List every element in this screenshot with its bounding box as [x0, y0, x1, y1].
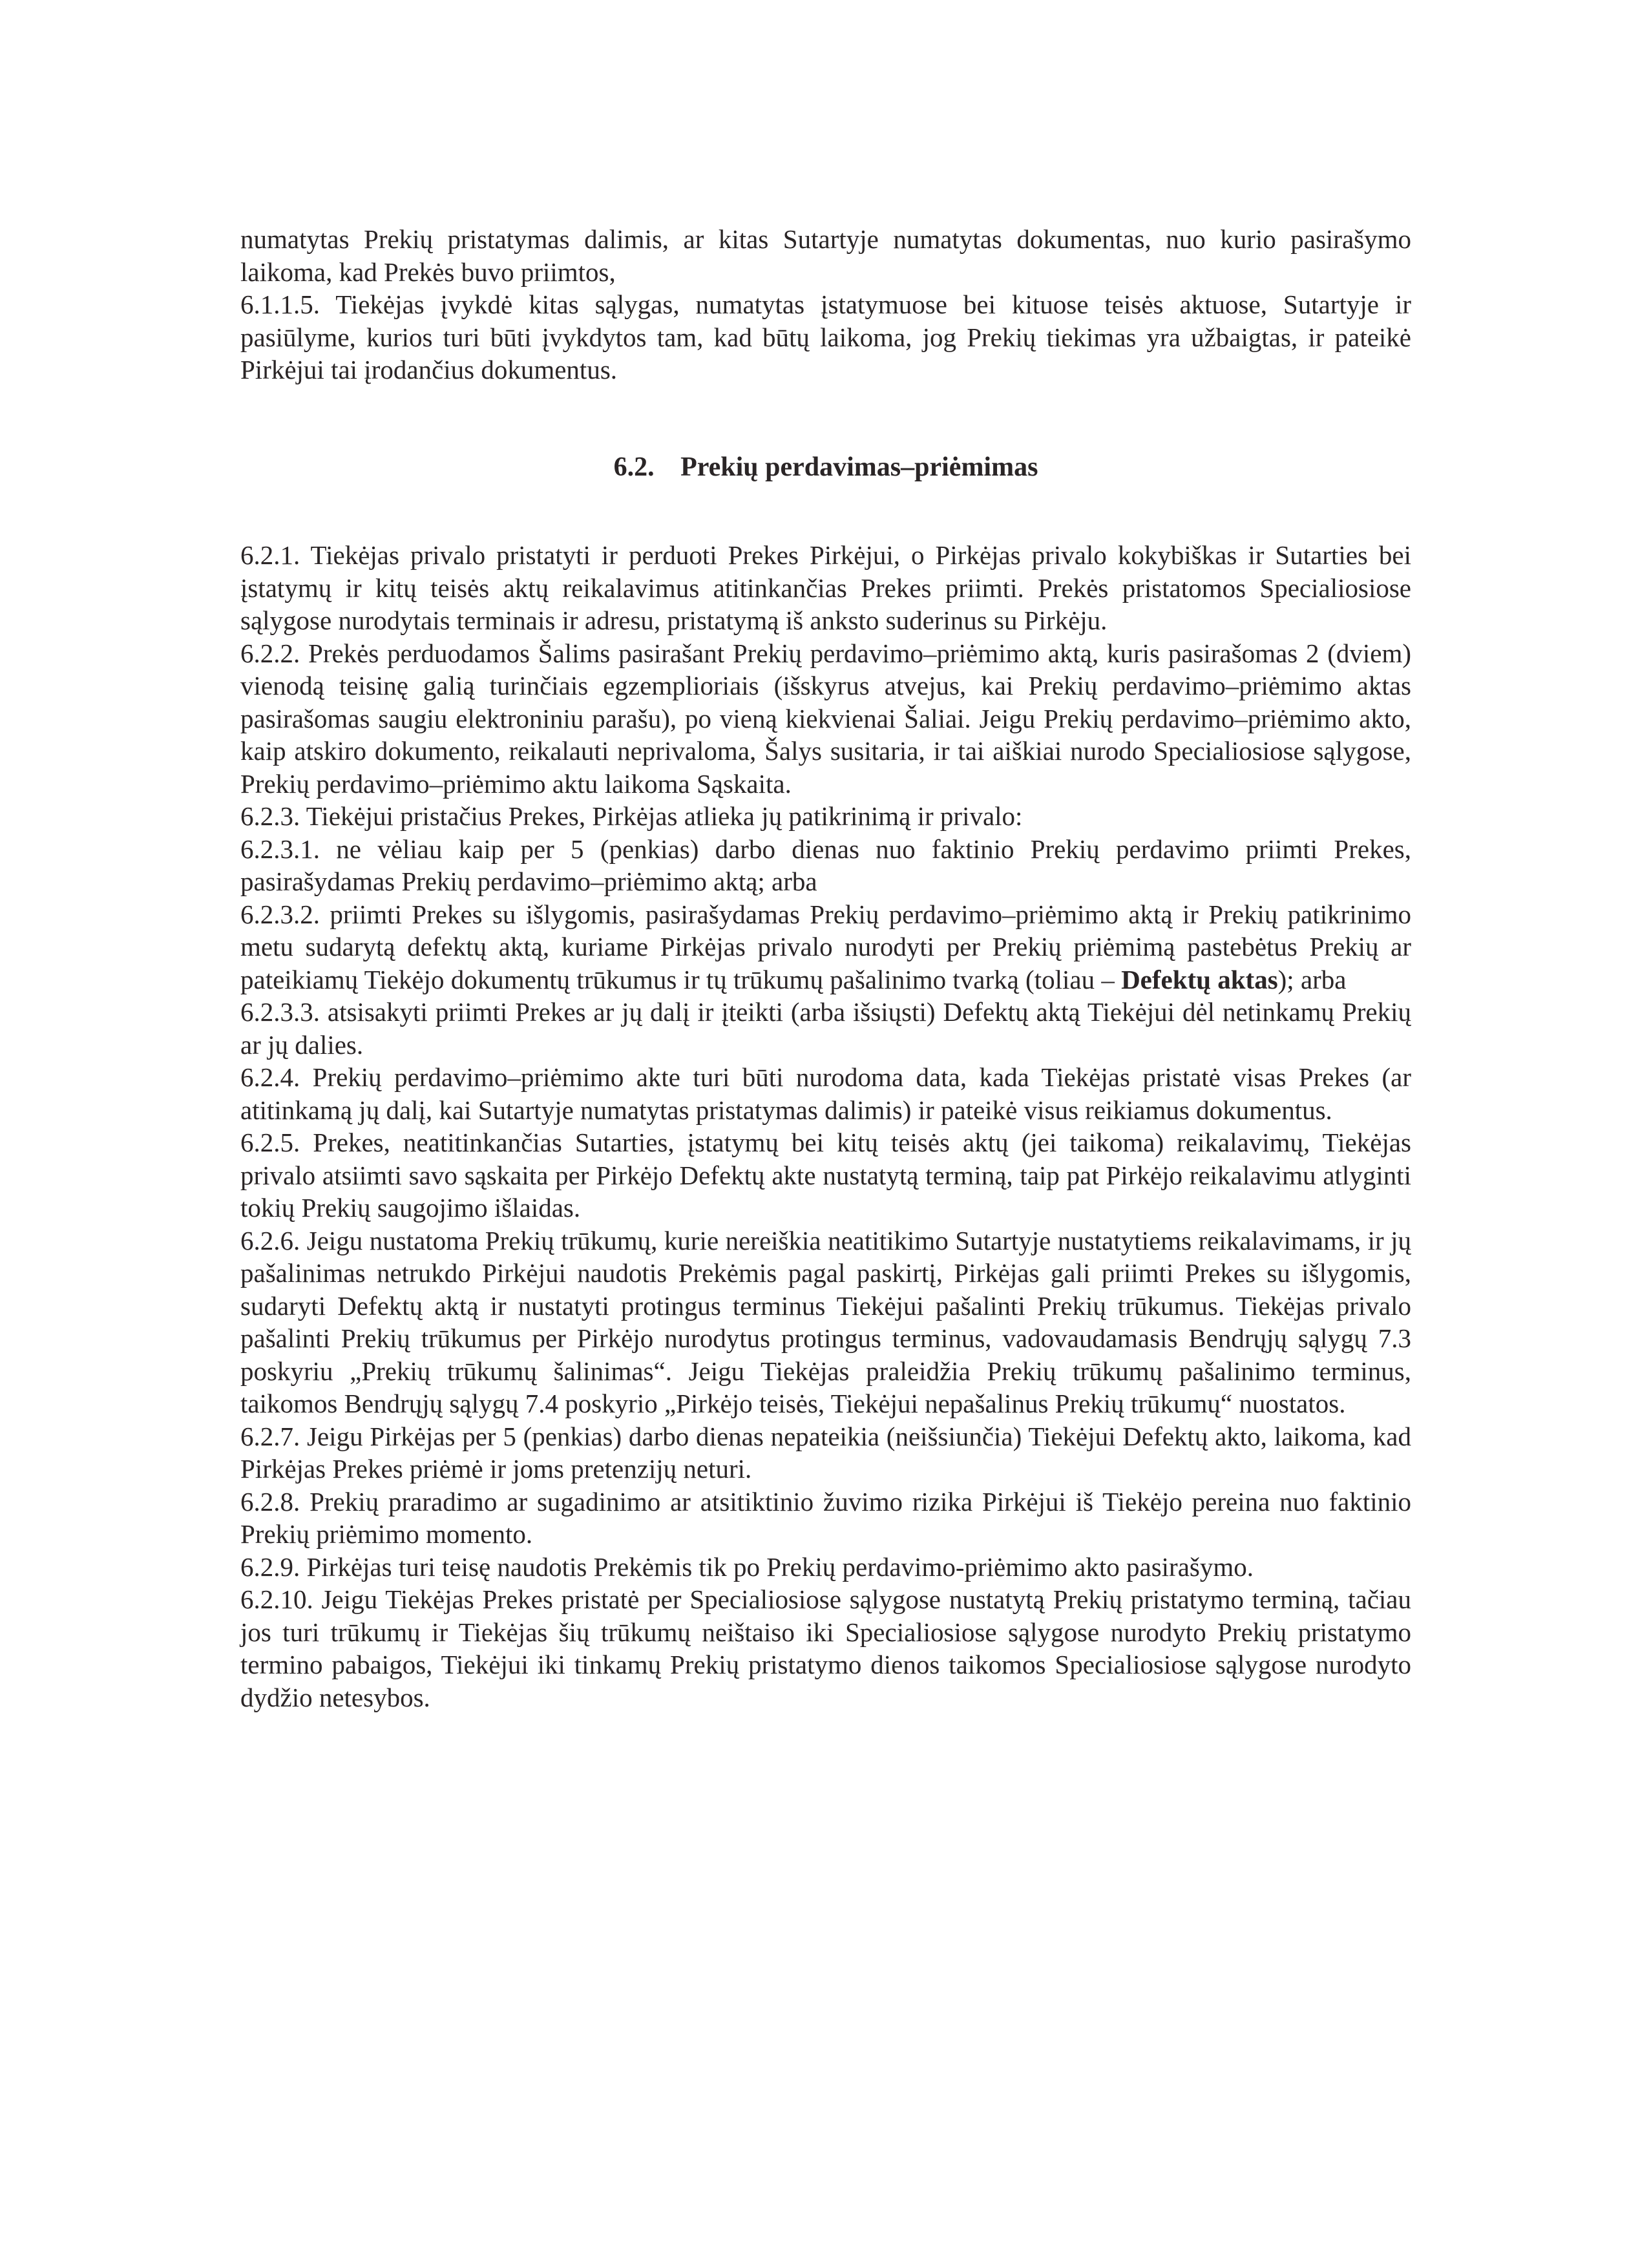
paragraph-6-1-1-5: 6.1.1.5. Tiekėjas įvykdė kitas sąlygas, numatytas įstatymuose bei kituose teisės aktuose, Sutartyje ir pasiūlyme, kurios turi būti įvykdytos tam, kad būtų laikoma, jog Prekių tiekimas yra užbaigtas, ir pateikė Pirkėjui tai įrodančius dokumentus. [240, 289, 1411, 384]
paragraph-6-2-2: 6.2.2. Prekės perduodamos Šalims pasirašant Prekių perdavimo–priėmimo aktą, kuris pasirašomas 2 (dviem) vienodą teisinę galią turinčiais egzemplioriais (išskyrus atvejus, kai Prekių perdavimo–priėmimo aktas pasirašomas saugiu elektroniniu parašu), po vieną kiekvienai Šaliai. Jeigu Prekių perdavimo–priėmimo akto, kaip atskiro dokumento, reikalauti neprivaloma, Šalys susitaria, ir tai aiškiai nurodo Specialiosiose sąlygose, Prekių perdavimo–priėmimo aktu laikoma Sąskaita. [240, 638, 1411, 799]
paragraph-6-2-3-1: 6.2.3.1. ne vėliau kaip per 5 (penkias) darbo dienas nuo faktinio Prekių perdavimo priimti Prekes, pasirašydamas Prekių perdavimo–priėmimo aktą; arba [240, 834, 1411, 896]
paragraph-6-2-1: 6.2.1. Tiekėjas privalo pristatyti ir perduoti Prekes Pirkėjui, o Pirkėjas privalo kokybiškas ir Sutarties bei įstatymų ir kitų teisės aktų reikalavimus atitinkančias Prekes priimti. Prekės pristatomos Specialiosiose sąlygose nurodytais terminais ir adresu, pristatymą iš anksto suderinus su Pirkėju. [240, 540, 1411, 635]
paragraph-6-2-4: 6.2.4. Prekių perdavimo–priėmimo akte turi būti nurodoma data, kada Tiekėjas pristatė visas Prekes (ar atitinkamą jų dalį, kai Sutartyje numatytas pristatymas dalimis) ir pateikė visus reikiamus dokumentus. [240, 1062, 1411, 1125]
defined-term: Defektų aktas [1121, 964, 1278, 994]
paragraph-6-2-10: 6.2.10. Jeigu Tiekėjas Prekes pristatė per Specialiosiose sąlygose nustatytą Prekių pristatymo terminą, tačiau jos turi trūkumų ir Tiekėjas šių trūkumų neištaiso iki Specialiosiose sąlygose nurodyto Prekių pristatymo termino pabaigos, Tiekėjui iki tinkamų Prekių pristatymo dienos taikomos Specialiosiose sąlygose nurodyto dydžio netesybos. [240, 1584, 1411, 1712]
paragraph-text-end: ); arba [1277, 964, 1347, 994]
paragraph-6-2-6: 6.2.6. Jeigu nustatoma Prekių trūkumų, kurie nereiškia neatitikimo Sutartyje nustatytiems reikalavimams, ir jų pašalinimas netrukdo Pirkėjui naudotis Prekėmis pagal paskirtį, Pirkėjas gali priimti Prekes su išlygomis, sudaryti Defektų aktą ir nustatyti protingus terminus Tiekėjui pašalinti Prekių trūkumus. Tiekėjas privalo pašalinti Prekių trūkumus per Pirkėjo nurodytus protingus terminus, vadovaudamasis Bendrųjų sąlygų 7.3 poskyriu „Prekių trūkumų šalinimas“. Jeigu Tiekėjas praleidžia Prekių trūkumų pašalinimo terminus, taikomos Bendrųjų sąlygų 7.4 poskyrio „Pirkėjo teisės, Tiekėjui nepašalinus Prekių trūkumų“ nuostatos. [240, 1225, 1411, 1418]
paragraph-text: 6.2.3.2. priimti Prekes su išlygomis, pasirašydamas Prekių perdavimo–priėmimo aktą ir Prekių patikrinimo metu sudarytą defektų aktą, kuriame Pirkėjas privalo nurodyti per Prekių priėmimą pastebėtus Prekių ar pateikiamų Tiekėjo dokumentų trūkumus ir tų trūkumų pašalinimo tvarką (toliau – [240, 899, 1411, 994]
section-number: 6.2. [613, 452, 655, 482]
section-heading [240, 451, 1411, 484]
section-title: Prekių perdavimas–priėmimas [680, 452, 1038, 482]
paragraph-6-2-7: 6.2.7. Jeigu Pirkėjas per 5 (penkias) darbo dienas nepateikia (neišsiunčia) Tiekėjui Defektų akto, laikoma, kad Pirkėjas Prekes priėmė ir joms pretenzijų neturi. [240, 1421, 1411, 1484]
document-page [240, 223, 1411, 1714]
paragraph-continuation: numatytas Prekių pristatymas dalimis, ar kitas Sutartyje numatytas dokumentas, nuo kurio pasirašymo laikoma, kad Prekės buvo priimtos, [240, 224, 1411, 287]
paragraph-6-2-8: 6.2.8. Prekių praradimo ar sugadinimo ar atsitiktinio žuvimo rizika Pirkėjui iš Tiekėjo pereina nuo faktinio Prekių priėmimo momento. [240, 1486, 1411, 1549]
paragraph-6-2-3-3: 6.2.3.3. atsisakyti priimti Prekes ar jų dalį ir įteikti (arba išsiųsti) Defektų aktą Tiekėjui dėl netinkamų Prekių ar jų dalies. [240, 997, 1411, 1060]
paragraph-6-2-5: 6.2.5. Prekes, neatitinkančias Sutarties, įstatymų bei kitų teisės aktų (jei taikoma) reikalavimų, Tiekėjas privalo atsiimti savo sąskaita per Pirkėjo Defektų akte nustatytą terminą, taip pat Pirkėjo reikalavimu atlyginti tokių Prekių saugojimo išlaidas. [240, 1128, 1411, 1223]
paragraph-6-2-3-2 [240, 898, 1411, 996]
paragraph-6-2-3: 6.2.3. Tiekėjui pristačius Prekes, Pirkėjas atlieka jų patikrinimą ir privalo: [240, 801, 1023, 831]
paragraph-6-2-9: 6.2.9. Pirkėjas turi teisę naudotis Prekėmis tik po Prekių perdavimo-priėmimo akto pasirašymo. [240, 1551, 1254, 1582]
